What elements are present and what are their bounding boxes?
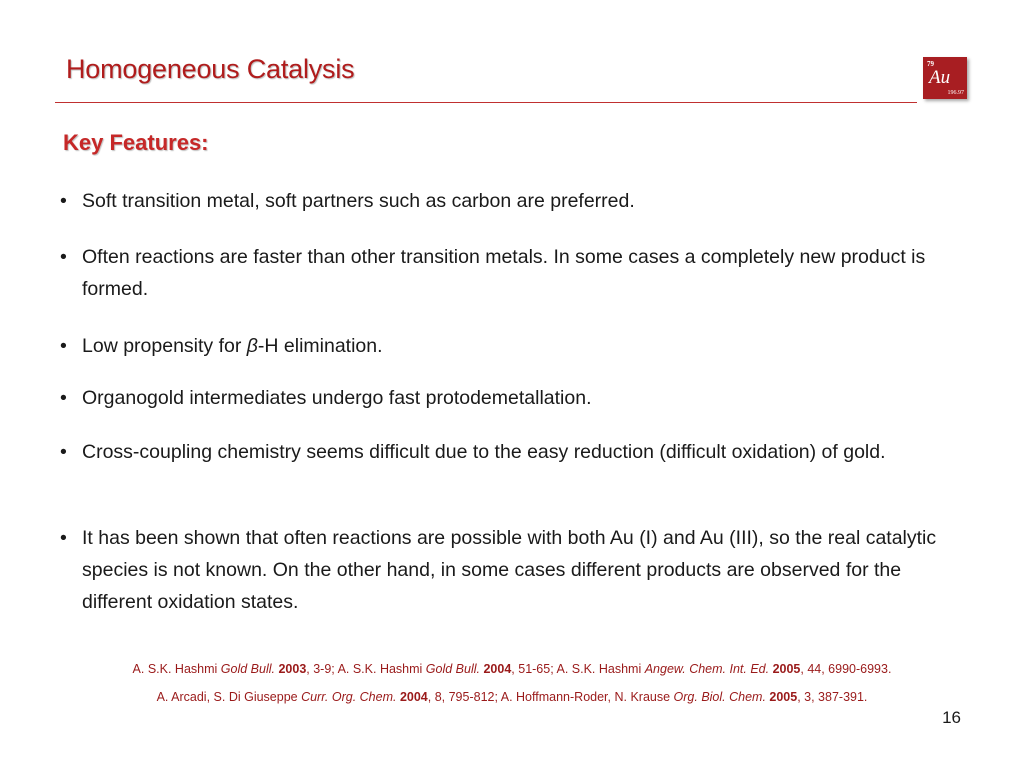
bullet-text-pre: Low propensity for <box>82 335 247 357</box>
gold-element-logo <box>923 57 967 99</box>
bullet-dot: • <box>60 190 67 212</box>
logo-symbol: Au <box>929 67 951 88</box>
bullet-text: It has been shown that often reactions are possible with both Au (I) and Au (III), so the real catalytic species is not known. On the other hand, in some cases different products are observed for the different oxidation states. <box>82 527 937 613</box>
reference-line: A. S.K. Hashmi Gold Bull. 2003, 3-9; A. S.K. Hashmi Gold Bull. 2004, 51-65; A. S.K. Hashmi Angew. Chem. Int. Ed. 2005, 44, 6990-6993. <box>132 662 892 676</box>
bullet-dot: • <box>60 335 67 357</box>
title-divider <box>55 102 917 103</box>
bullet-item <box>60 330 970 362</box>
bullet-text: Cross-coupling chemistry seems difficult due to the easy reduction (difficult oxidation) of gold. <box>82 441 886 463</box>
beta-symbol: β <box>246 335 258 357</box>
bullet-text: Often reactions are faster than other transition metals. In some cases a completely new product is formed. <box>82 246 926 300</box>
bullet-item <box>60 434 970 470</box>
bullet-text: Organogold intermediates undergo fast protodemetallation. <box>82 387 592 409</box>
bullet-dot: • <box>60 387 67 409</box>
bullet-text-post: -H elimination. <box>257 335 383 357</box>
logo-atomic-number: 79 <box>927 60 934 68</box>
bullet-item <box>60 185 970 217</box>
bullet-item <box>60 241 970 305</box>
bullet-dot: • <box>60 441 67 463</box>
reference-line: A. Arcadi, S. Di Giuseppe Curr. Org. Chem. 2004, 8, 795-812; A. Hoffmann-Roder, N. Krause Org. Biol. Chem. 2005, 3, 387-391. <box>156 690 868 704</box>
slide-title: Homogeneous Catalysis <box>66 54 355 84</box>
logo-atomic-mass: 196.97 <box>947 90 964 96</box>
bullet-dot: • <box>60 246 67 268</box>
bullet-text: Soft transition metal, soft partners such as carbon are preferred. <box>82 190 635 212</box>
bullet-item <box>60 382 970 414</box>
bullet-dot: • <box>60 527 67 549</box>
page-number: 16 <box>942 708 961 727</box>
bullet-item <box>60 522 970 618</box>
key-features-heading: Key Features: <box>63 130 209 155</box>
